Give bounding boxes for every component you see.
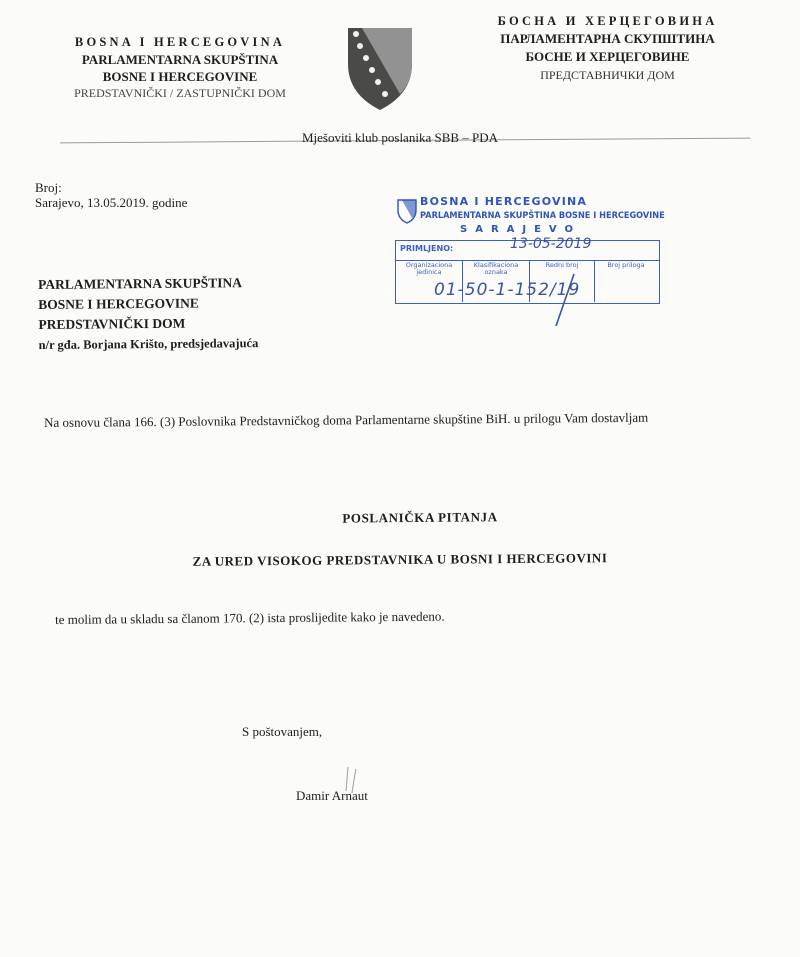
- coat-of-arms-icon: [340, 24, 420, 114]
- stamp-assembly: PARLAMENTARNA SKUPŠTINA BOSNE I HERCEGOVINE: [420, 211, 665, 221]
- stamp-handwritten-number: 01-50-1-152/19: [434, 280, 581, 300]
- stamp-col-classification: Klasifikaciona oznaka: [473, 261, 519, 276]
- header-right-house: ПРЕДСТАВНИЧКИ ДОМ: [540, 68, 675, 82]
- document-title: POSLANIČKA PITANJA: [342, 509, 498, 526]
- reception-stamp: [390, 190, 665, 308]
- header-left-assembly: PARLAMENTARNA SKUPŠTINA: [81, 52, 279, 67]
- recipient-state: BOSNE I HERCEGOVINE: [38, 295, 199, 312]
- stamp-received-label: PRIMLJENO:: [400, 244, 454, 253]
- header-left-state: BOSNE I HERCEGOVINE: [102, 69, 258, 84]
- request-paragraph: te molim da u skladu sa članom 170. (2) ista proslijedite kako je navedeno.: [55, 608, 445, 627]
- header-left-house: PREDSTAVNIČKI / ZASTUPNIČKI DOM: [74, 86, 286, 100]
- stamp-country: BOSNA I HERCEGOVINA: [420, 195, 588, 208]
- reference-number-label: Broj:: [35, 180, 62, 195]
- stamp-received-date: 13-05-2019: [510, 236, 592, 252]
- recipient-assembly: PARLAMENTARNA SKUPŠTINA: [38, 275, 243, 292]
- document-subtitle: ZA URED VISOKOG PREDSTAVNIKA U BOSNI I HERCEGOVINI: [192, 550, 608, 569]
- stamp-pen-stroke: [550, 270, 580, 330]
- stamp-column-divider: [594, 260, 595, 302]
- recipient-attention: n/r gđa. Borjana Krišto, predsjedavajuća: [38, 336, 259, 352]
- header-right-assembly: ПАРЛАМЕНТАРНА СКУПШТИНА: [500, 31, 715, 46]
- intro-paragraph: Na osnovu člana 166. (3) Poslovnika Predstavničkog doma Parlamentarne skupštine BiH. u prilogu Vam dostavljam: [44, 409, 649, 430]
- header-right: [455, 12, 760, 84]
- closing-regards: S poštovanjem,: [242, 724, 323, 739]
- header-left: [20, 34, 340, 102]
- document-date: Sarajevo, 13.05.2019. godine: [35, 195, 188, 210]
- header-left-country: BOSNA I HERCEGOVINA: [74, 35, 286, 49]
- club-name: Mješoviti klub poslanika SBB – PDA: [301, 130, 499, 145]
- recipient-block: [38, 273, 258, 355]
- stamp-col-org-unit: Organizaciona jedinica: [405, 261, 453, 276]
- signer-name: Damir Arnaut: [296, 788, 368, 803]
- stamp-col-serial: Redni broj: [545, 261, 579, 269]
- stamp-city: SARAJEVO: [460, 224, 581, 235]
- header-right-state: БОСНЕ И ХЕРЦЕГОВИНЕ: [525, 49, 690, 64]
- header-right-country: БОСНА И ХЕРЦЕГОВИНА: [497, 14, 718, 28]
- stamp-col-attachments: Broj priloga: [607, 261, 645, 269]
- stamp-emblem-icon: [396, 198, 418, 224]
- recipient-house: PREDSTAVNIČKI DOM: [38, 315, 186, 332]
